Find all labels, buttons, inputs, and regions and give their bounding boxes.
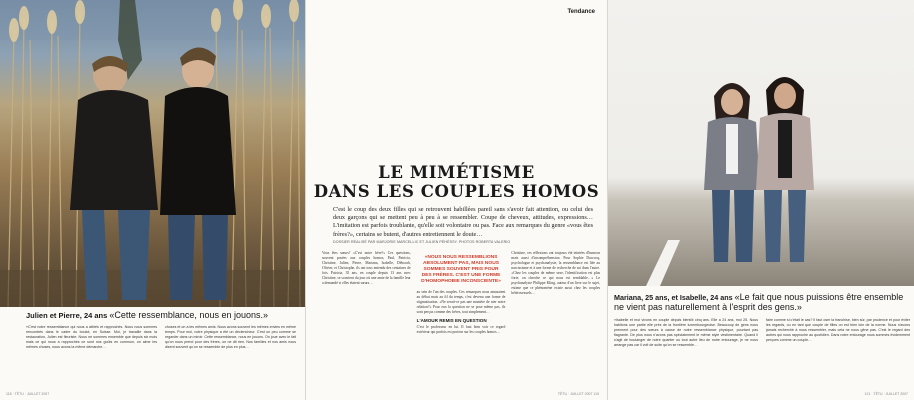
testimony-col-2: choses et on a les mêmes amis. Nous avons souvent les mêmes envies en même temps. Pour moi, notre physique a été un déclencheur. C'est un peu comme se regarder dans un miroir. Cette ressemblance, nous en jouons. On joue avec le fait qu'on nous prend pour des frères, on ne dit rien. Nos familles et nos amis nous disent souvent qu'on se ressemble de plus en plus… [165, 325, 296, 349]
article-col-3 [511, 251, 600, 383]
women-couple-illustration [608, 0, 914, 286]
caption-quote: «Cette ressemblance, nous en jouons.» [109, 310, 268, 320]
headline-line-1: LE MIMÉTISME [378, 163, 535, 182]
article-headline [306, 163, 607, 201]
testimony-right-col-2: faire comme si c'était le cas? Il faut oser la franchise, bien sûr, par prudence et pour éviter les regards, ou en tant que couple de filles on est bien loin de la norme. Nous n'avons jamais recherché à nous ressembler, mais cela ne nous gêne pas. C'est le regard des autres qui nous rapproche au quotidien. Dans notre entourage nous sommes évidemment perçues comme un couple… [766, 318, 910, 342]
caption-names: Julien et Pierre, 24 ans [26, 311, 108, 320]
article-deck: C'est le coup des deux filles qui se retrouvent habillées pareil sans s'avoir fait attention, ou celui des deux garçons qui se mettent peu à peu à se ressembler. Coupe de cheveux, attitudes, expressions… L'imitation est parfois troublante, qu'elle soit volontaire ou pas. Face aux remarques du genre «vous êtes frères?», certains se butent, d'autres entretiennent le doute… [333, 206, 593, 238]
photo-caption [26, 310, 296, 320]
left-page [0, 0, 305, 400]
page-folio-right: 121 · TÊTU · JUILLET 2007 [864, 392, 908, 396]
couple-photo-reeds [0, 0, 305, 307]
article-col-1 [322, 251, 411, 383]
reeds-and-couple-illustration [0, 0, 305, 307]
headline-line-2: DANS LES COUPLES HOMOS [313, 182, 600, 201]
testimony-right-col-1: «Isabelle et moi vivons en couple depuis bientôt cinq ans. Elle a 24 ans, moi 25. Nous habitons une partie elle près de la frontière luxembourgeoise. Beaucoup de gens nous prennent pour des sœurs à cause de notre ressemblance physique, pourtant pas flagrante. De plus nous n'avons pas spécialement le même style vestimentaire. Quand il s'agit de boulanger de notre quartier ou tout autre lieu de notre entourage, je ne nous arrange pas car il voit de suite qu'on se ressemble… [614, 318, 758, 347]
page-folio-mid [558, 392, 599, 396]
caption-names-right: Mariana, 25 ans, et Isabelle, 24 ans [614, 293, 733, 302]
article-col-1-text: Vous êtes sœurs? «C'est notre frère?» Ces questions, souvent posées aux couples homos, Paul, Patricia, Christine, Julien, Pierre, Mariana, Isabelle, Déborah, Olivier, et Christophe, ils ont tous entendu des centaines de fois. Patricia, 35 ans, en couple depuis 13 ans avec Christine, se souvient du jour où une amie de la famille leur a demandé si elles étaient sœurs… [322, 251, 411, 285]
folio-mag: TÊTU · JUILLET 2007 [557, 392, 593, 396]
article-col-2-text: au sein de l'un des couples. Ces remarques nous amusaient au début mais au fil du temps, c'est devenu une forme de stigmatisation. «Ne serait-ce pas une manière de nier notre relation?» Pour eux la question ne se pose même pas, ils sont perçus comme des frères, tout simplement… [416, 290, 506, 314]
photo-caption-right [614, 292, 910, 312]
folio-number: 119 [593, 392, 599, 396]
testimony-columns-right [614, 318, 910, 388]
right-page [608, 0, 914, 400]
article-subhead: L'AMOUR REMIS EN QUESTION [416, 318, 487, 323]
middle-page [306, 0, 607, 400]
testimony-col-1: «C'est notre ressemblance qui nous a attirés et rapprochés. Nous nous sommes rencontrés dans le cadre du boulot, en Suisse. Moi, je travaille dans la restauration, Julien est fleuriste. Nous ne sommes ensemble que depuis six mois mais ce qui nous a rapprochés ce sont nos goûts en commun, on aime les mêmes choses, nous avons la même démarche… [26, 325, 157, 349]
article-col-2b-text: C'est le professeur en lui. Il faut bien voir ce regard extérieur qui parfois est porteur sur les couples homos… [416, 325, 506, 334]
article-credits: DOSSIER RÉALISÉ PAR MARJORIE MARCELLIC ET JULIEN PÉHÉSSY. PHOTOS ROBERTA VALERIO [333, 240, 511, 244]
article-col-3-text: Christine, ces réflexions ont toujours été teintées d'humour mais aussi d'incompréhension. Pour Sophie Ducrocq, psychologue et psychanalyste, la ressemblance est liée au narcissisme et à une forme de recherche de soi dans l'autre. «Chez les couples de même sexe, l'identification est plus forte, on cherche ce qui nous est semblable…» Le psychanalyste Philippe Kling, auteur d'un livre sur le sujet, estime que ce phénomène existe aussi chez les couples hétérosexuels… [511, 251, 601, 295]
page-folio: 118 · TÊTU · JUILLET 2007 [6, 392, 50, 396]
section-tag: Tendance [567, 9, 595, 15]
article-col-2 [417, 251, 506, 383]
caption-quote-right: «Le fait que nous puissions être ensemble ne vient pas naturellement à l'esprit des gens.» [614, 292, 904, 312]
pull-quote: «NOUS NOUS RESSEMBLIONS ABSOLUMENT PAS, MAIS NOUS SOMMES SOUVENT PRIS POUR DES FRÈRES. C'EST UNE FORME D'HOMOPHOBIE INCONSCIENTE» [421, 255, 501, 284]
testimony-columns [26, 325, 296, 385]
couple-photo-wall [608, 0, 914, 286]
article-body [322, 251, 600, 383]
